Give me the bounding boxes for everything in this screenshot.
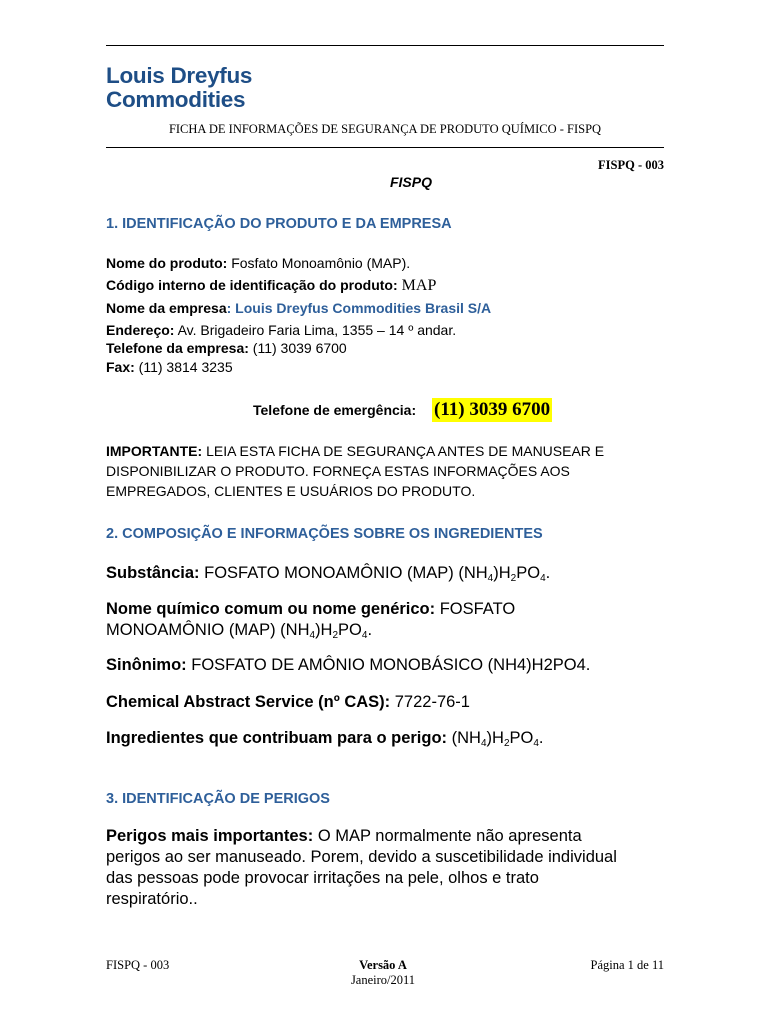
company-phone-label: Telefone da empresa: <box>106 340 249 356</box>
synonym-value: FOSFATO DE AMÔNIO MONOBÁSICO (NH4)H2PO4. <box>186 656 591 674</box>
page-title: FISPQ <box>389 174 432 190</box>
product-code-label: Código interno de identificação do produto: <box>106 277 398 293</box>
substance-value: FOSFATO MONOAMÔNIO (MAP) (NH <box>199 564 488 582</box>
chemical-name-value-1: FOSFATO <box>435 600 516 618</box>
formula-part: )H <box>493 564 511 582</box>
document-header-title: FICHA DE INFORMAÇÕES DE SEGURANÇA DE PRODUTO QUÍMICO - FISPQ <box>168 122 602 136</box>
formula-part: . <box>538 729 544 747</box>
synonym-line <box>106 655 651 676</box>
main-hazards-paragraph <box>106 826 656 910</box>
main-hazards-line-4: respiratório.. <box>106 890 198 908</box>
cas-value: 7722-76-1 <box>390 693 470 711</box>
address-value: Av. Brigadeiro Faria Lima, 1355 – 14 º andar. <box>174 322 457 338</box>
header-rule <box>106 147 664 148</box>
important-line-2: DISPONIBILIZAR O PRODUTO. FORNEÇA ESTAS INFORMAÇÕES AOS <box>106 463 570 479</box>
important-line-1: LEIA ESTA FICHA DE SEGURANÇA ANTES DE MANUSEAR E <box>202 443 605 459</box>
footer-date: Janeiro/2011 <box>350 973 416 987</box>
substance-line <box>106 563 651 584</box>
footer-code: FISPQ - 003 <box>106 958 170 972</box>
formula-part: PO <box>516 564 541 582</box>
chemical-name-label: Nome químico comum ou nome genérico: <box>106 600 436 618</box>
main-hazards-line-3: das pessoas pode provocar irritações na pele, olhos e trato <box>106 869 539 887</box>
fax-line <box>106 358 233 377</box>
formula-sub: 4 <box>487 573 494 584</box>
important-line-3: EMPREGADOS, CLIENTES E USUÁRIOS DO PRODUTO. <box>106 483 476 499</box>
emergency-phone-label: Telefone de emergência: <box>253 402 417 418</box>
footer-page-number: Página 1 de 11 <box>590 958 664 972</box>
synonym-label: Sinônimo: <box>106 656 187 674</box>
important-label: IMPORTANTE: <box>106 443 203 459</box>
company-name-value: : Louis Dreyfus Commodities Brasil S/A <box>226 300 492 316</box>
company-name-label: Nome da empresa <box>106 300 227 316</box>
formula-sub: 4 <box>480 738 487 749</box>
section-2-heading: 2. COMPOSIÇÃO E INFORMAÇÕES SOBRE OS INGREDIENTES <box>106 526 543 542</box>
formula-sub: 2 <box>332 630 339 641</box>
formula-part: )H <box>486 729 504 747</box>
formula-sub: 4 <box>309 630 316 641</box>
formula-part: PO <box>509 729 534 747</box>
address-label: Endereço: <box>106 322 175 338</box>
important-notice <box>106 441 604 501</box>
formula-part: . <box>545 564 551 582</box>
hazard-ingredients-label: Ingredientes que contribuam para o perigo: <box>106 729 448 747</box>
document-code: FISPQ - 003 <box>598 158 664 172</box>
fax-label: Fax: <box>106 359 135 375</box>
hazard-ingredients-value: (NH <box>447 729 481 747</box>
cas-label: Chemical Abstract Service (nº CAS): <box>106 693 391 711</box>
formula-sub: 2 <box>510 573 517 584</box>
footer-version: Versão A <box>359 958 407 972</box>
main-hazards-line-1: O MAP normalmente não apresenta <box>313 827 582 845</box>
formula-part: . <box>367 621 373 639</box>
fax-value: (11) 3814 3235 <box>134 359 233 375</box>
company-phone-value: (11) 3039 6700 <box>248 340 347 356</box>
logo-line-1: Louis Dreyfus <box>106 63 253 88</box>
product-code-value: MAP <box>397 277 437 294</box>
formula-sub: 4 <box>540 573 546 584</box>
company-logo <box>106 64 252 112</box>
formula-sub: 4 <box>533 738 539 749</box>
main-hazards-label: Perigos mais importantes: <box>106 827 314 845</box>
top-rule <box>106 45 664 46</box>
company-phone-line <box>106 339 347 358</box>
footer-version-block <box>283 958 483 988</box>
section-3-heading: 3. IDENTIFICAÇÃO DE PERIGOS <box>106 791 330 807</box>
formula-sub: 4 <box>361 630 368 641</box>
formula-sub: 2 <box>503 738 510 749</box>
logo-line-2: Commodities <box>106 87 246 112</box>
formula-part: )H <box>315 621 333 639</box>
formula-part: PO <box>338 621 362 639</box>
substance-label: Substância: <box>106 564 200 582</box>
main-hazards-line-2: perigos ao ser manuseado. Porem, devido a suscetibilidade individual <box>106 848 617 866</box>
emergency-phone-value: (11) 3039 6700 <box>434 399 551 420</box>
product-name-value: Fosfato Monoamônio (MAP). <box>227 255 411 271</box>
product-name-line <box>106 254 410 273</box>
address-line <box>106 321 456 340</box>
product-code-line <box>106 276 436 296</box>
chemical-name-value-2: MONOAMÔNIO (MAP) (NH <box>106 621 310 639</box>
hazard-ingredients-line <box>106 728 651 749</box>
product-name-label: Nome do produto: <box>106 255 228 271</box>
section-1-heading: 1. IDENTIFICAÇÃO DO PRODUTO E DA EMPRESA <box>106 216 452 232</box>
chemical-name-line <box>106 599 651 641</box>
cas-line <box>106 692 651 713</box>
company-name-line <box>106 299 491 318</box>
